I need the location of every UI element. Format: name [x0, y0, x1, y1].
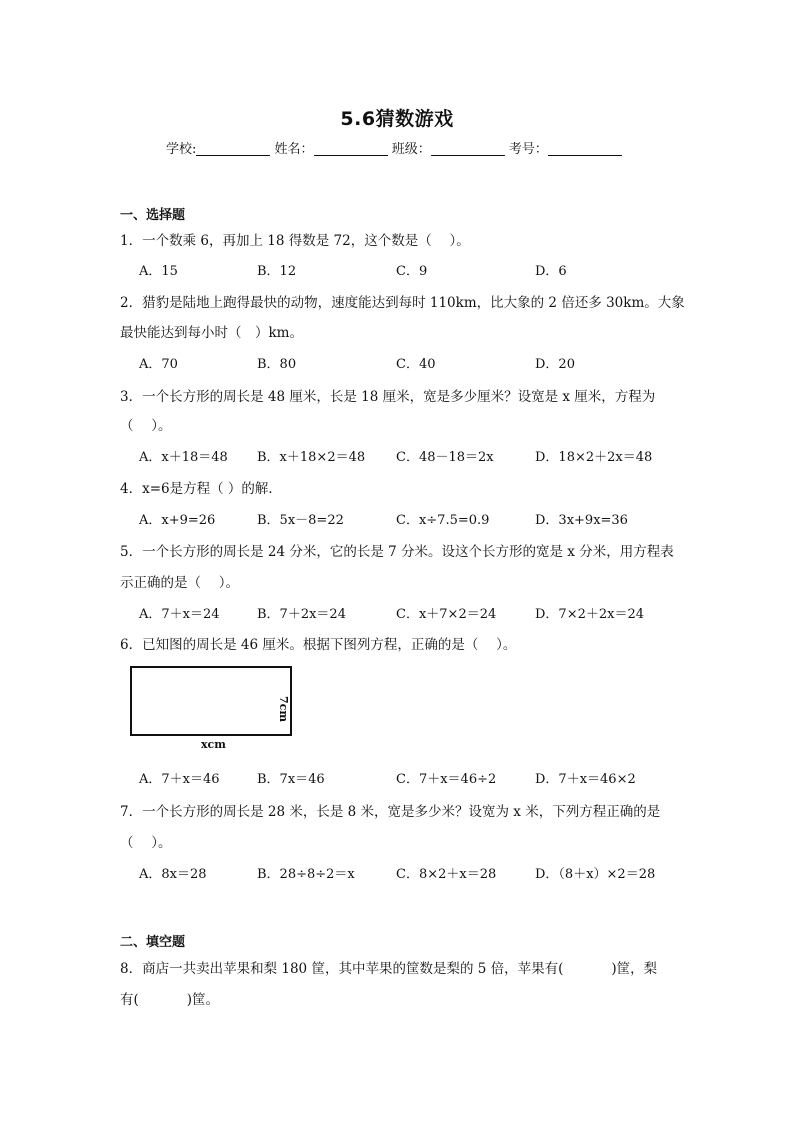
q7-option-d[interactable]: D．（8＋x）×2＝28 — [535, 867, 656, 882]
rectangle-shape — [130, 666, 292, 736]
question-7-stem-line1: 7．一个长方形的周长是 28 米，长是 8 米，宽是多少米？设宽为 x 米，下列方程正确的是 — [120, 804, 661, 820]
q6-option-b[interactable]: B．7x＝46 — [257, 772, 325, 787]
q8-text-d: )筐。 — [186, 992, 220, 1008]
q4-option-d[interactable]: D．3x+9x=36 — [535, 513, 628, 528]
school-blank[interactable] — [196, 141, 270, 156]
question-2-stem-line1: 2．猎豹是陆地上跑得最快的动物，速度能达到每时 110km，比大象的 2 倍还多 30km。大象 — [120, 295, 685, 311]
question-3-stem-line1: 3．一个长方形的周长是 48 厘米，长是 18 厘米，宽是多少厘米？设宽是 x 厘米，方程为 — [120, 389, 656, 405]
q1-option-b[interactable]: B．12 — [257, 264, 297, 279]
class-label: 班级： — [391, 142, 431, 157]
q1-option-c[interactable]: C．9 — [396, 264, 428, 279]
q5-option-b[interactable]: B．7＋2x＝24 — [257, 607, 346, 622]
q2-option-d[interactable]: D．20 — [535, 357, 575, 372]
q5-option-d[interactable]: D．7×2＋2x＝24 — [535, 607, 645, 622]
question-5-stem-line1: 5．一个长方形的周长是 24 分米，它的长是 7 分米。设这个长方形的宽是 x 分米，用方程表 — [120, 544, 674, 560]
question-3-stem-line2: （ ）。 — [120, 418, 172, 434]
q4-option-a[interactable]: A．x+9=26 — [139, 513, 216, 528]
q3-option-a[interactable]: A．x＋18＝48 — [139, 450, 228, 465]
section-heading-fill-blank: 二、填空题 — [120, 935, 186, 950]
q6-option-c[interactable]: C．7＋x＝46÷2 — [396, 772, 497, 787]
q2-option-b[interactable]: B．80 — [257, 357, 297, 372]
question-8-line2 — [120, 988, 219, 1008]
school-label: 学校: — [166, 142, 197, 157]
q8-text-c: 有( — [120, 992, 139, 1008]
question-2-stem-line2: 最快能达到每小时（ ）km。 — [120, 325, 303, 341]
q3-option-b[interactable]: B．x＋18×2＝48 — [257, 450, 366, 465]
q2-option-a[interactable]: A．70 — [139, 357, 178, 372]
rectangle-height-label: 7cm — [277, 696, 290, 722]
q4-option-b[interactable]: B．5x－8=22 — [257, 513, 344, 528]
q7-option-b[interactable]: B．28÷8÷2＝x — [257, 867, 355, 882]
q5-option-a[interactable]: A．7＋x＝24 — [139, 607, 220, 622]
class-blank[interactable] — [431, 141, 505, 156]
q7-option-a[interactable]: A．8x＝28 — [139, 867, 207, 882]
q7-option-c[interactable]: C．8×2＋x＝28 — [396, 867, 497, 882]
q2-option-c[interactable]: C．40 — [396, 357, 436, 372]
name-blank[interactable] — [314, 141, 388, 156]
question-8-line1 — [120, 957, 657, 977]
q6-option-a[interactable]: A．7＋x＝46 — [139, 772, 220, 787]
question-4-stem: 4．x=6是方程（ ）的解． — [120, 481, 282, 497]
exam-no-blank[interactable] — [548, 141, 622, 156]
q6-option-d[interactable]: D．7＋x＝46×2 — [535, 772, 636, 787]
question-6-stem: 6．已知图的周长是 46 厘米。根据下图列方程，正确的是（ ）。 — [120, 637, 517, 653]
q4-option-c[interactable]: C．x÷7.5=0.9 — [396, 513, 490, 528]
q8-text-b: )筐，梨 — [611, 961, 658, 977]
q3-option-d[interactable]: D．18×2＋2x＝48 — [535, 450, 653, 465]
q1-option-d[interactable]: D．6 — [535, 264, 567, 279]
question-5-stem-line2: 示正确的是（ ）。 — [120, 575, 240, 591]
exam-no-label: 考号： — [508, 142, 548, 157]
section-heading-choice: 一、选择题 — [120, 208, 186, 223]
q5-option-c[interactable]: C．x＋7×2＝24 — [396, 607, 497, 622]
question-7-stem-line2: （ ）。 — [120, 835, 172, 851]
question-1-stem: 1．一个数乘 6，再加上 18 得数是 72，这个数是（ ）。 — [120, 233, 470, 249]
student-info-row — [166, 138, 622, 157]
rectangle-width-label: xcm — [201, 738, 226, 751]
page-title: 5.6猜数游戏 — [340, 108, 454, 130]
q1-option-a[interactable]: A．15 — [139, 264, 178, 279]
q8-text-a: 8．商店一共卖出苹果和梨 180 筐，其中苹果的筐数是梨的 5 倍，苹果有( — [120, 961, 564, 977]
q3-option-c[interactable]: C．48－18＝2x — [396, 450, 494, 465]
name-label: 姓名： — [274, 142, 314, 157]
